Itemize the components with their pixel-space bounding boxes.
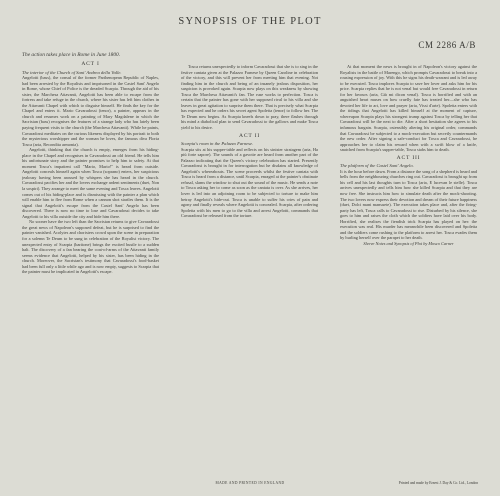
act-1-paragraph: Angelotti, thinking that the church is empty, emerges from his hiding-place in the Chapel and recognises in Cavaradossi an old friend. He tells him his unfortunate story and the painter promises to help him to safety. At that moment Tosca's impatient call "Mario, Mario!" is heard from outside. Angelotti conceals himself again when Tosca (soprano) enters, her suspicious jealousy having been aroused by whispers she has heard in the church. Cavaradossi pacifies her and the lovers exchange ardent sentiments (duet, Non la sospiri). They arrange to meet the same evening and Tosca leaves. Angelotti comes out of his hiding-place and is dismissing with the painter a plan which will enable him to flee from Rome when a cannon shot startles them. It is the signal that Angelotti's escape from the Castel Sant' Angelo has been discovered. There is now no time to lose and Cavaradossi decides to take Angelotti to his villa outside the city and hide him there. bbox=[22, 147, 159, 219]
act-1-paragraph: Tosca returns unexpectedly to inform Cavaradossi that she is to sing in the festive cantata given at the Palazzo Farnese by Queen Caroline in celebration of the victory, and this will prevent her from meeting him that evening. Not finding him in the church and being of an insanely jealous disposition, her suspicion is provoked again. Scarpia now plays on this weakness by showing Tosca the Marchesa Attavanti's fan. The ruse works to perfection. Tosca is certain that the painter has gone with her supposed rival to his villa and she leaves in great agitation to surprise them there. That is precisely what Scarpia has expected and he orders his secret agent Spoletta (tenor) to follow her. The Te Deum now begins. As Scarpia kneels down to pray, there flashes through his mind a diabolical plan to send Cavaradossi to the gallows and make Tosca yield to his desire. bbox=[181, 64, 318, 131]
printer-note: Printed and made by Ernest J. Day & Co. Ltd., London bbox=[398, 481, 478, 485]
act-2-paragraph: At that moment the news is brought in of Napoleon's victory against the Royalists in the battle of Marengo, which prompts Cavaradossi to break into a rousing expression of joy. With this he signs his death-warrant and is led away to be executed. Tosca implores Scarpia to save her lover and asks him for his price. Scarpia replies that he is not venal but would free Cavaradossi in return for her favours (aria, Già mi dicon venal). Tosca is horrified and with an anguished heart muses on how cruelly fate has treated her—she who has devoted her life to art, love and prayer (aria, Vissi d'arte). Spoletta enters with the tidings that Angelotti has killed himself at the moment of capture, whereupon Scarpia plays his strongest trump against Tosca by telling her that Cavaradossi will be the next to die. After a short hesitation she agrees to his infamous bargain. Scarpia, ostensibly altering his original order, commands that Cavaradossi be subjected to a mock-execution but secretly countermands the new order. After signing a safe-conduct for Tosca and Cavaradossi, he approaches her to claim his reward when with a swift blow of a knife, snatched from Scarpia's supper-table, Tosca stabs him to death. bbox=[340, 64, 477, 153]
made-in-england-note: MADE AND PRINTED IN ENGLAND bbox=[215, 481, 285, 485]
act-1-paragraph: Angelotti (bass), the consul of the former Parthenopean Republic of Naples, had been arrested by the Royalists and imprisoned in the Castel Sant' Angelo in Rome, whose Chief of Police is the dreaded Scarpia. Through the aid of his sister, the Marchesa Attavanti, Angelotti has been able to escape from the fortress and take refuge in the church, where his sister has left him clothes in the Attavanti Chapel with which to disguise himself. He finds the key for the Chapel and enters it. Mario Cavaradossi (tenor), a painter, appears in the church and resumes work on a painting of Mary Magdalene in which the Sacristan (bass) recognises the features of a strange lady who has lately been paying frequent visits to the church (the Marchesa Attavanti). While he paints, Cavaradossi meditates on the curious likeness displayed by his portrait to both the mysterious worshipper and the woman he loves, the famous diva Floria Tosca (aria, Recondita armonia). bbox=[22, 75, 159, 147]
act-1-heading: ACT I bbox=[81, 61, 100, 67]
catalog-number: CM 2286 A/B bbox=[418, 40, 476, 50]
act-3-subtitle: The platform of the Castel Sant' Angelo. bbox=[340, 163, 414, 169]
synopsis-column-3 bbox=[340, 64, 477, 474]
act-3-paragraph: It is the hour before dawn. From a distance the song of a shepherd is heard and bells from the neighbouring churches ring out. Cavaradossi is brought up from his cell and his last thoughts turn to Tosca (aria, E lucevan le stelle). Tosca arrives unexpectedly and tells him how she killed Scarpia and that they are now free. She instructs him how to simulate death after the mock-shooting. The two lovers now express their devotion and dream of their future happiness (duet, Dolci mani mansuete). The execution takes place and, after the firing-party has left, Tosca calls to Cavaradossi to rise. Disturbed by his silence, she goes to him and raises the cloth which the soldiers have laid over his body. Horrified, she realises the fiendish trick Scarpia has played on her: the execution was real. His murder has meanwhile been discovered and Spoletta and the soldiers come rushing to the platform to arrest her. Tosca evades them by hurling herself over the parapet to her death. bbox=[340, 168, 477, 241]
act-1-paragraph: No sooner have the two left than the Sacristan returns to give Cavaradossi the great news of Napoleon's supposed defeat, but he is surprised to find the painter vanished. Acolytes and choristers crowd upon the scene in preparation for a solemn Te Deum to be sung in celebration of the Royalist victory. The unexpected entry of Scarpia (baritone) brings the excited bustle to a sudden halt. The discovery of a fan bearing the coat-of-arms of the Attavanti family seems evidence that Angelotti, helped by his sister, has been hiding in the church. Moreover, the Sacristan's testimony that Cavaradossi's food-basket had been full only a little while ago and is now empty, suggests to Scarpia that the painter must be implicated in Angelotti's escape. bbox=[22, 219, 159, 275]
act-2-subtitle: Scarpia's room in the Palazzo Farnese. bbox=[181, 141, 254, 147]
act-2-paragraph: Scarpia sits at his supper-table and reflects on his sinister stratagem (aria, Ha più forte sapore). The sounds of a gavotte are heard from another part of the Palazzo indicating that the Queen's victory celebration has started. Presently Cavaradossi is brought in for interrogation but he disdains all knowledge of Angelotti's whereabouts. The scene proceeds whilst the festive cantata with Tosca is heard from a distance, until Scarpia, enraged at the painter's obstinate refusal, slams the window to shut out the sound of the music. He sends a note to Tosca asking her to come as soon as the cantata is over. As she arrives, her lover is led into an adjoining room to be subjected to torture to make him betray Angelotti's hide-out. Tosca is unable to suffer his cries of pain and agony and finally reveals where Angelotti is concealed. Scarpia, after ordering Spoletta with his men to go to the villa and arrest Angelotti, commands that Cavaradossi be released from the torture. bbox=[181, 146, 318, 219]
setting-intro: The action takes place in Rome in June 1800. bbox=[22, 52, 121, 58]
act-1-subtitle: The interior of the Church of Sant' Andrea della Valle. bbox=[22, 69, 122, 75]
synopsis-column-1 bbox=[22, 52, 159, 460]
sleeve-notes-credit: Sleeve Notes and Synopsis of Plot by Mosco Carner bbox=[363, 240, 454, 246]
synopsis-column-2 bbox=[181, 64, 318, 460]
act-3-heading: ACT III bbox=[396, 154, 421, 161]
act-2-heading: ACT II bbox=[238, 132, 260, 139]
page-title: SYNOPSIS OF THE PLOT bbox=[178, 16, 322, 27]
